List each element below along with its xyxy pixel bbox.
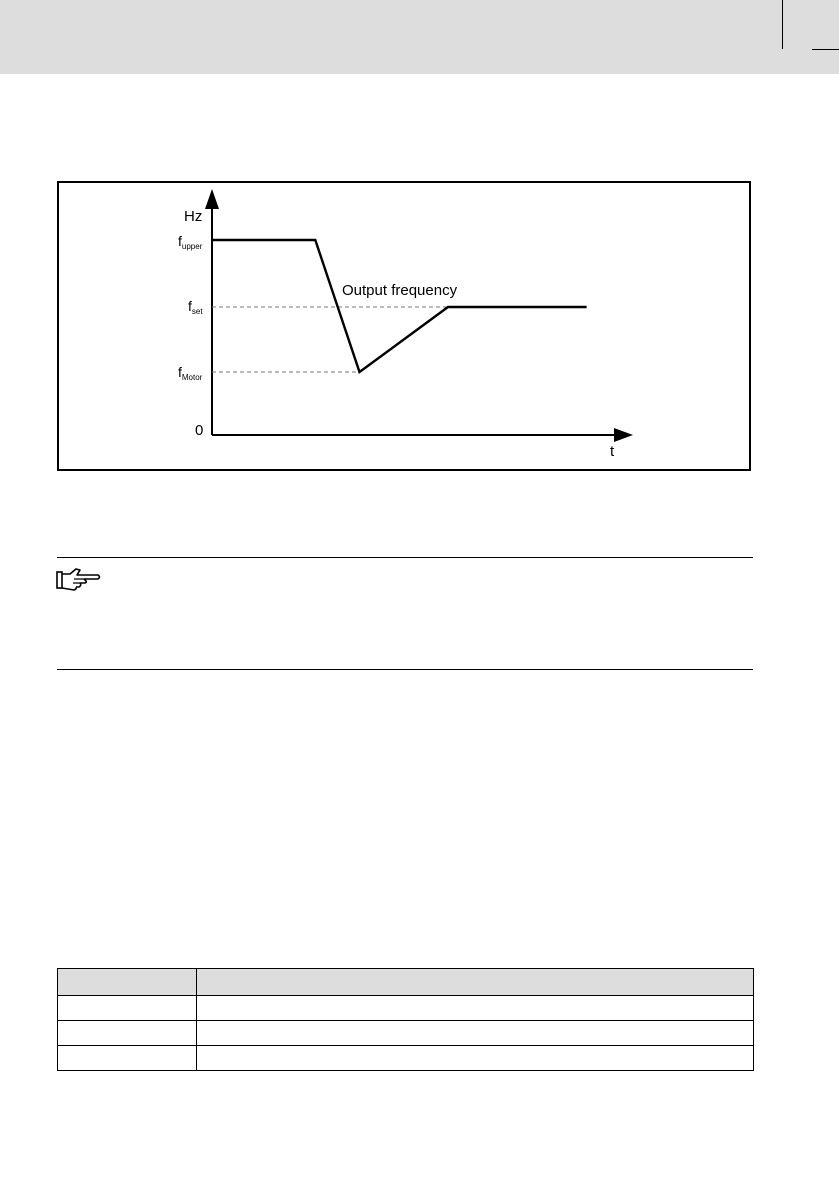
crop-mark-horizontal	[812, 49, 839, 50]
level-label-fmotor: fMotor	[178, 364, 203, 382]
table-cell	[197, 1046, 754, 1071]
note-top-rule	[57, 557, 753, 558]
table-row	[58, 1046, 754, 1071]
parameter-table	[57, 968, 754, 1071]
pointing-hand-icon	[56, 566, 102, 592]
note-bottom-rule	[57, 669, 753, 670]
x-axis-label: t	[610, 443, 615, 460]
table-cell	[197, 996, 754, 1021]
crop-mark-vertical	[782, 0, 783, 49]
frequency-chart	[59, 183, 749, 469]
table-cell	[58, 996, 197, 1021]
output-frequency-line	[212, 240, 587, 372]
table-cell	[58, 1021, 197, 1046]
frequency-figure	[57, 181, 751, 471]
table-header-cell	[58, 969, 197, 996]
y-axis-arrow-icon	[205, 189, 219, 209]
y-unit-label: Hz	[184, 208, 203, 225]
table-header-row	[58, 969, 754, 996]
x-axis-arrow-icon	[614, 428, 633, 442]
page-header-band	[0, 0, 839, 74]
origin-label: 0	[195, 422, 204, 439]
table-cell	[197, 1021, 754, 1046]
table-row	[58, 1021, 754, 1046]
table-row	[58, 996, 754, 1021]
table-header-cell	[197, 969, 754, 996]
table-cell	[58, 1046, 197, 1071]
level-label-fupper: fupper	[178, 233, 203, 251]
level-label-fset: fset	[188, 298, 203, 316]
curve-label: Output frequency	[342, 282, 458, 299]
